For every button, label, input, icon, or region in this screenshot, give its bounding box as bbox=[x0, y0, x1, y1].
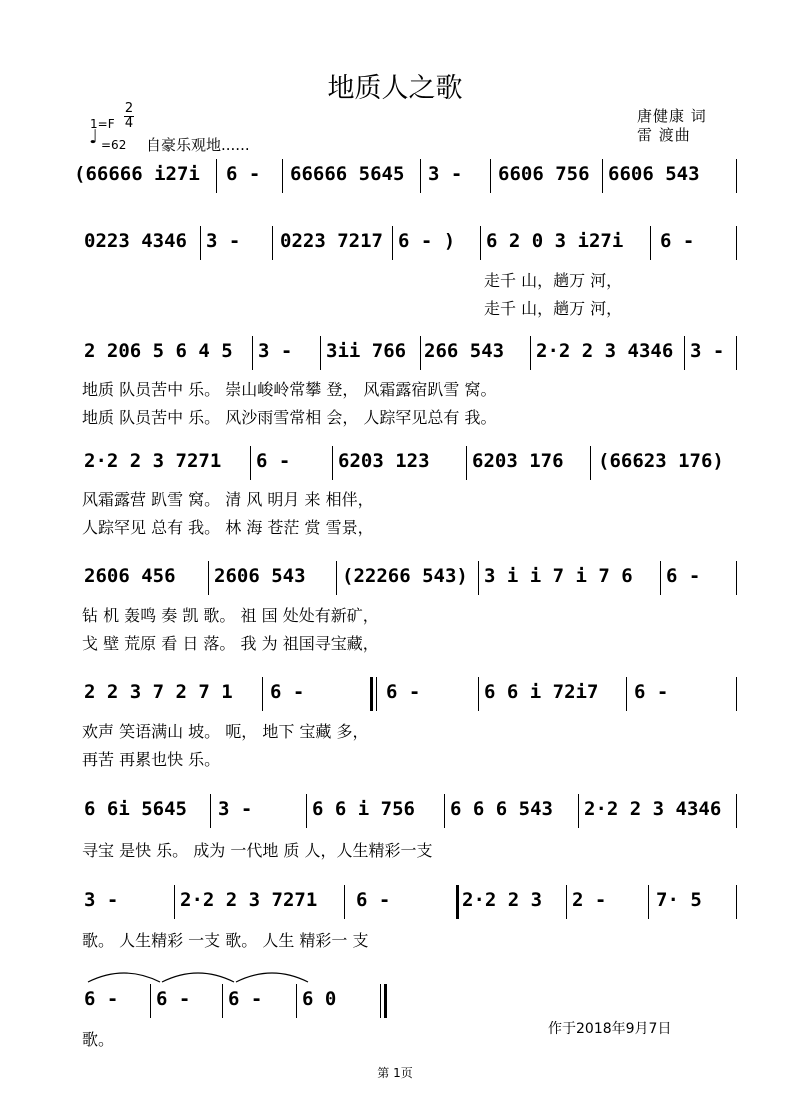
lyric-line-1: 钻 机 轰鸣 奏 凯 歌。 祖 国 处处有新矿， bbox=[82, 606, 379, 625]
lyric-line-2: 再苦 再累也快 乐。 bbox=[82, 750, 221, 769]
barline bbox=[380, 984, 381, 1018]
measure: 6 - bbox=[666, 565, 701, 587]
barline bbox=[590, 446, 591, 480]
lyric-line-2: 人踪罕见 总有 我。 林 海 苍茫 赏 雪景， bbox=[82, 518, 374, 537]
measure: 2·2 2 3 7271 bbox=[180, 889, 318, 911]
barline bbox=[376, 677, 377, 711]
lyric-line-1: 欢声 笑语满山 坡。 呃， 地下 宝藏 多， bbox=[82, 722, 369, 741]
measure: 2·2 2 3 4346 bbox=[536, 340, 674, 362]
barline bbox=[336, 561, 337, 595]
barline bbox=[736, 226, 737, 260]
measure: 6 6i 5645 bbox=[84, 798, 187, 820]
measure: 0223 4346 bbox=[84, 230, 187, 252]
barline bbox=[210, 794, 211, 828]
final-barline bbox=[384, 984, 387, 1018]
barline bbox=[150, 984, 151, 1018]
measure: 3 - bbox=[258, 340, 293, 362]
lyric-line-2: 地质 队员苦中 乐。 风沙雨雪常相 会， 人踪罕见总有 我。 bbox=[82, 408, 497, 427]
measure: 6 - ) bbox=[398, 230, 456, 252]
lyricist-credit: 唐健康 词 bbox=[637, 107, 707, 125]
measure: 7· 5 bbox=[656, 889, 702, 911]
barline bbox=[250, 446, 251, 480]
measure: 2·2 2 3 4346 bbox=[584, 798, 722, 820]
barline bbox=[566, 885, 567, 919]
lyric-line-2: 走千 山，趟万 河， bbox=[484, 299, 623, 318]
barline bbox=[602, 159, 603, 193]
barline bbox=[578, 794, 579, 828]
quarter-note-icon: ♩ bbox=[89, 126, 98, 148]
measure: 6 6 i 756 bbox=[312, 798, 415, 820]
measure: 2·2 2 3 bbox=[462, 889, 543, 911]
barline bbox=[736, 885, 737, 919]
barline bbox=[684, 336, 685, 370]
measure: 3 - bbox=[690, 340, 725, 362]
barline bbox=[392, 226, 393, 260]
measure: 2 - bbox=[572, 889, 607, 911]
barline bbox=[736, 561, 737, 595]
barline bbox=[420, 336, 421, 370]
barline bbox=[648, 885, 649, 919]
measure: 3 - bbox=[84, 889, 119, 911]
measure: 3 - bbox=[206, 230, 241, 252]
tempo-mark: =62 bbox=[101, 138, 127, 152]
lyric-line-1: 歌。 人生精彩 一支 歌。 人生 精彩一 支 bbox=[82, 931, 369, 950]
barline bbox=[216, 159, 217, 193]
measure: 66666 5645 bbox=[290, 163, 405, 185]
barline bbox=[736, 159, 737, 193]
measure: (22266 543) bbox=[342, 565, 468, 587]
barline bbox=[222, 984, 223, 1018]
composer-credit: 雷 渡曲 bbox=[637, 126, 691, 144]
measure: 2 2 3 7 2 7 1 bbox=[84, 681, 233, 703]
tie-arcs bbox=[80, 962, 320, 986]
measure: 2 206 5 6 4 5 bbox=[84, 340, 233, 362]
barline bbox=[490, 159, 491, 193]
repeat-barline bbox=[456, 885, 459, 919]
measure: 6 2 0 3 i27i bbox=[486, 230, 624, 252]
measure: 6606 543 bbox=[608, 163, 700, 185]
barline bbox=[478, 677, 479, 711]
repeat-barline bbox=[370, 677, 373, 711]
measure: 6 - bbox=[356, 889, 391, 911]
barline bbox=[208, 561, 209, 595]
barline bbox=[420, 159, 421, 193]
measure: 2606 543 bbox=[214, 565, 306, 587]
barline bbox=[306, 794, 307, 828]
barline bbox=[174, 885, 175, 919]
measure: 3 i i 7 i 7 6 bbox=[484, 565, 633, 587]
barline bbox=[466, 446, 467, 480]
barline bbox=[296, 984, 297, 1018]
measure: 3ii 766 bbox=[326, 340, 407, 362]
song-title: 地质人之歌 bbox=[327, 73, 463, 104]
lyric-line-1: 风霜露营 趴雪 窝。 清 风 明月 来 相伴， bbox=[82, 490, 374, 509]
barline bbox=[320, 336, 321, 370]
lyric-line-1: 走千 山，趟万 河， bbox=[484, 271, 623, 290]
measure: 2606 456 bbox=[84, 565, 176, 587]
barline bbox=[272, 226, 273, 260]
barline bbox=[736, 677, 737, 711]
measure: (66623 176) bbox=[598, 450, 724, 472]
lyric-line-1: 地质 队员苦中 乐。 崇山峻岭常攀 登， 风霜露宿趴雪 窝。 bbox=[82, 380, 497, 399]
barline bbox=[252, 336, 253, 370]
barline bbox=[736, 336, 737, 370]
lyric-line-1: 歌。 bbox=[82, 1030, 115, 1049]
barline bbox=[626, 677, 627, 711]
measure: 6 - bbox=[270, 681, 305, 703]
composition-date: 作于2018年9月7日 bbox=[548, 1021, 672, 1037]
measure: 6 - bbox=[228, 988, 263, 1010]
barline bbox=[200, 226, 201, 260]
barline bbox=[444, 794, 445, 828]
barline bbox=[480, 226, 481, 260]
barline bbox=[262, 677, 263, 711]
expression-mark: 自豪乐观地...... bbox=[146, 136, 250, 154]
barline bbox=[344, 885, 345, 919]
measure: (66666 i27i bbox=[74, 163, 200, 185]
time-signature: 2 4 bbox=[124, 101, 134, 131]
barline bbox=[282, 159, 283, 193]
lyric-line-1: 寻宝 是快 乐。 成为 一代地 质 人，人生精彩一支 bbox=[82, 841, 433, 860]
measure: 3 - bbox=[428, 163, 463, 185]
lyric-line-2: 戈 壁 荒原 看 日 落。 我 为 祖国寻宝藏， bbox=[82, 634, 379, 653]
measure: 6 0 bbox=[302, 988, 337, 1010]
measure: 6 - bbox=[634, 681, 669, 703]
barline bbox=[332, 446, 333, 480]
measure: 0223 7217 bbox=[280, 230, 383, 252]
key-signature: 1=F bbox=[90, 117, 115, 131]
measure: 6 - bbox=[256, 450, 291, 472]
barline bbox=[736, 794, 737, 828]
measure: 6 6 6 543 bbox=[450, 798, 553, 820]
measure: 6203 176 bbox=[472, 450, 564, 472]
barline bbox=[530, 336, 531, 370]
measure: 266 543 bbox=[424, 340, 505, 362]
measure: 6 - bbox=[156, 988, 191, 1010]
measure: 6203 123 bbox=[338, 450, 430, 472]
measure: 6 - bbox=[226, 163, 261, 185]
measure: 6 - bbox=[84, 988, 119, 1010]
barline bbox=[650, 226, 651, 260]
barline bbox=[478, 561, 479, 595]
measure: 6 - bbox=[386, 681, 421, 703]
measure: 6606 756 bbox=[498, 163, 590, 185]
measure: 2·2 2 3 7271 bbox=[84, 450, 222, 472]
measure: 6 - bbox=[660, 230, 695, 252]
page-number: 第 1页 bbox=[377, 1066, 413, 1080]
measure: 6 6 i 72i7 bbox=[484, 681, 599, 703]
barline bbox=[660, 561, 661, 595]
measure: 3 - bbox=[218, 798, 253, 820]
